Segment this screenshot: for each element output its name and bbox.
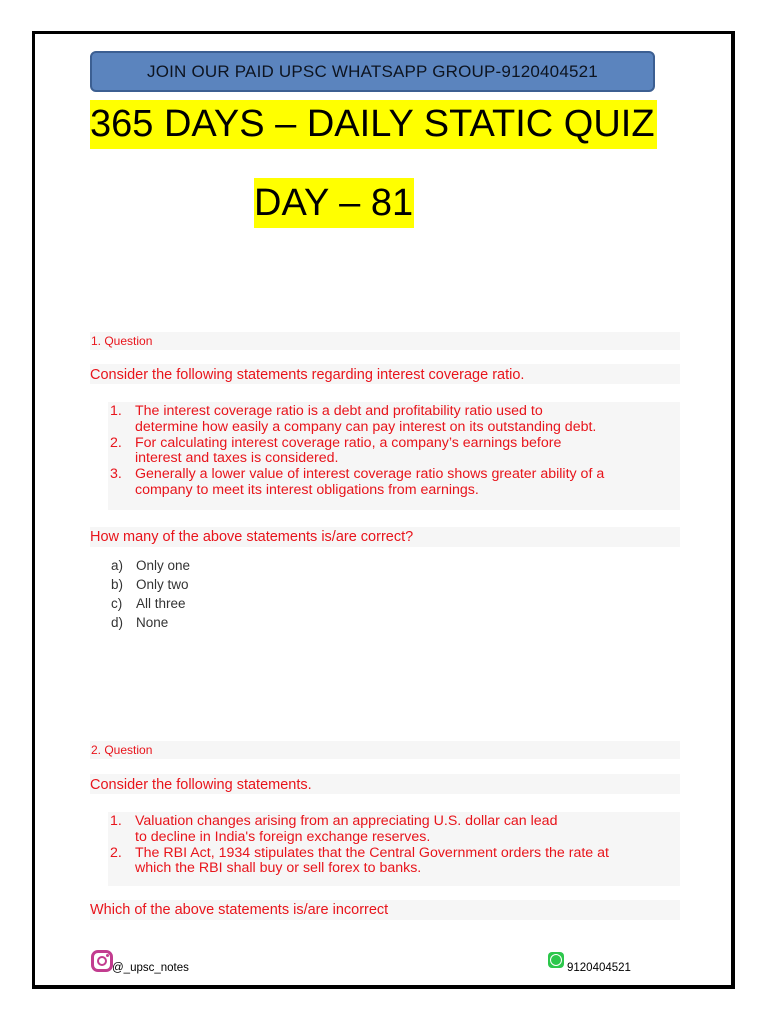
banner-text: JOIN OUR PAID UPSC WHATSAPP GROUP-9120404521: [147, 61, 598, 81]
instagram-icon[interactable]: [91, 950, 113, 972]
option-d[interactable]: d) None: [111, 615, 169, 630]
q2-label: 2. Question: [91, 743, 153, 757]
q2-prompt: Which of the above statements is/are incorrect: [90, 902, 389, 918]
q1-statements: [110, 404, 604, 499]
option-a[interactable]: a) Only one: [111, 558, 191, 573]
q1-statement: 1. The interest coverage ratio is a debt and profitability ratio used to determine how easily a company can pay interest on its outstanding debt.: [110, 403, 597, 435]
option-c[interactable]: c) All three: [111, 596, 186, 611]
quiz-title: 365 DAYS – DAILY STATIC QUIZ: [90, 100, 657, 149]
q1-statement: 2. For calculating interest coverage ratio, a company’s earnings before interest and taxes is considered.: [110, 434, 562, 467]
instagram-handle[interactable]: @_upsc_notes: [112, 962, 189, 974]
day-number: DAY – 81: [254, 178, 414, 228]
q2-statement: 2. The RBI Act, 1934 stipulates that the Central Government orders the rate at which the RBI shall buy or sell forex to banks.: [110, 844, 609, 877]
q1-label-shade: [90, 332, 680, 350]
q2-label-shade: [90, 741, 680, 759]
q1-stem: Consider the following statements regarding interest coverage ratio.: [90, 367, 525, 383]
q2-statement: 1. Valuation changes arising from an appreciating U.S. dollar can lead to decline in India's foreign exchange reserves.: [110, 813, 558, 845]
option-b[interactable]: b) Only two: [111, 577, 189, 592]
q2-statements: [110, 814, 609, 877]
whatsapp-group-banner[interactable]: [90, 51, 655, 92]
whatsapp-number[interactable]: 9120404521: [567, 962, 631, 974]
whatsapp-icon[interactable]: [548, 952, 564, 968]
q1-statement: 3. Generally a lower value of interest coverage ratio shows greater ability of a company to meet its interest obligations from earnings.: [110, 466, 605, 498]
q1-options: [111, 556, 190, 632]
q2-stem: Consider the following statements.: [90, 777, 312, 793]
q1-prompt: How many of the above statements is/are correct?: [90, 529, 414, 545]
q1-label: 1. Question: [91, 334, 153, 348]
